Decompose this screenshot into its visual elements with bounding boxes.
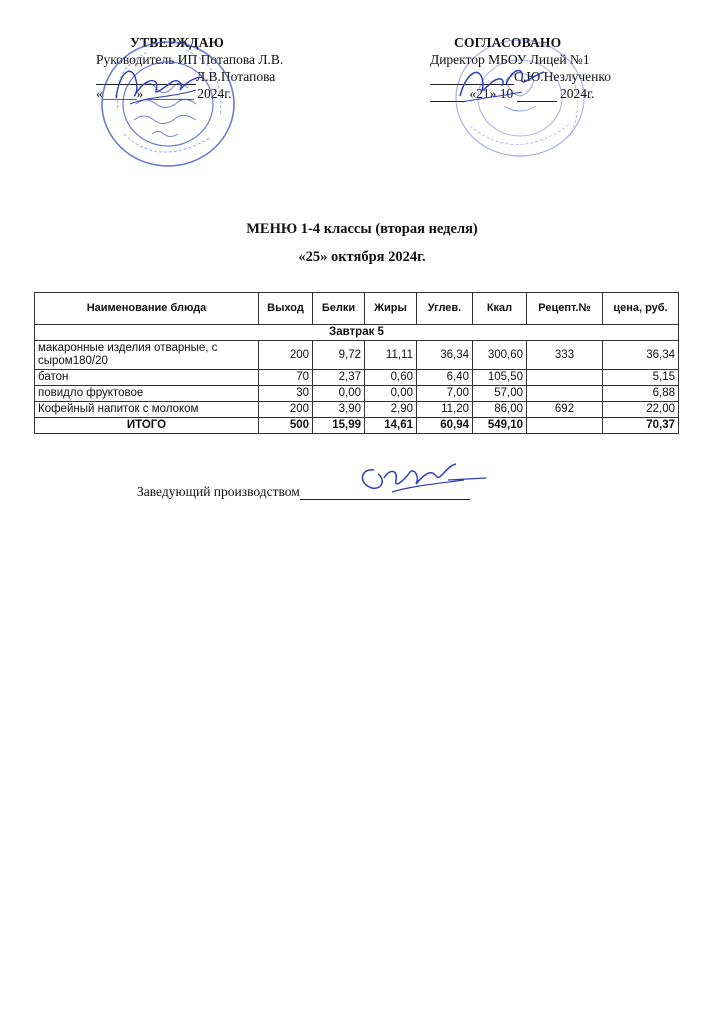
agreement-position: Директор МБОУ Лицей №1: [430, 52, 590, 67]
cell-carbs: 11,20: [417, 402, 473, 418]
col-header-kcal: Ккал: [473, 293, 527, 325]
approval-date-day: «_____»: [96, 86, 144, 101]
cell-yield: 200: [259, 341, 313, 370]
document-date: «25» октября 2024г.: [298, 249, 426, 265]
cell-carbs: 36,34: [417, 341, 473, 370]
col-header-fat: Жиры: [365, 293, 417, 325]
cell-recipe: [527, 386, 603, 402]
cell-recipe: [527, 370, 603, 386]
agreement-date-day: «21»: [469, 86, 497, 101]
table-row: [35, 386, 679, 402]
agreement-date-month: 10: [499, 86, 514, 101]
agreement-name: С.Ю.Незлученко: [514, 69, 611, 84]
cell-kcal: 300,60: [473, 341, 527, 370]
approval-date-month: _______: [146, 86, 194, 101]
col-header-protein: Белки: [313, 293, 365, 325]
agreement-signature-icon: [452, 56, 562, 106]
total-carbs: 60,94: [417, 418, 473, 434]
approval-date-year: 2024г.: [197, 86, 232, 101]
cell-kcal: 86,00: [473, 402, 527, 418]
approval-name: Л.В.Потапова: [196, 69, 276, 84]
cell-recipe: 692: [527, 402, 603, 418]
table-row: [35, 402, 679, 418]
cell-protein: 2,37: [313, 370, 365, 386]
cell-price: 22,00: [603, 402, 679, 418]
cell-fat: 0,60: [365, 370, 417, 386]
approval-title: УТВЕРЖДАЮ: [130, 35, 225, 50]
col-header-price: цена, руб.: [603, 293, 679, 325]
cell-carbs: 7,00: [417, 386, 473, 402]
cell-protein: 9,72: [313, 341, 365, 370]
total-recipe: [527, 418, 603, 434]
production-manager-signature-icon: [352, 458, 492, 502]
cell-kcal: 105,50: [473, 370, 527, 386]
cell-fat: 0,00: [365, 386, 417, 402]
cell-price: 36,34: [603, 341, 679, 370]
table-row: [35, 341, 679, 370]
total-yield: 500: [259, 418, 313, 434]
document-title: МЕНЮ 1-4 классы (вторая неделя): [246, 221, 478, 237]
cell-kcal: 57,00: [473, 386, 527, 402]
cell-yield: 200: [259, 402, 313, 418]
cell-fat: 11,11: [365, 341, 417, 370]
cell-yield: 30: [259, 386, 313, 402]
production-manager-label: Заведующий производством: [137, 484, 300, 499]
col-header-yield: Выход: [259, 293, 313, 325]
total-kcal: 549,10: [473, 418, 527, 434]
cell-fat: 2,90: [365, 402, 417, 418]
total-price: 70,37: [603, 418, 679, 434]
approval-position: Руководитель ИП Потапова Л.В.: [96, 52, 284, 67]
table-row: [35, 370, 679, 386]
cell-recipe: 333: [527, 341, 603, 370]
total-label: ИТОГО: [35, 418, 259, 434]
cell-yield: 70: [259, 370, 313, 386]
approval-signature-icon: [110, 60, 210, 110]
cell-carbs: 6,40: [417, 370, 473, 386]
menu-table: [34, 292, 679, 434]
dish-name: макаронные изделия отварные, с сыром180/20: [35, 341, 259, 370]
col-header-dish: Наименование блюда: [35, 293, 259, 325]
dish-name: повидло фруктовое: [35, 386, 259, 402]
col-header-carbs: Углев.: [417, 293, 473, 325]
cell-protein: 3,90: [313, 402, 365, 418]
cell-protein: 0,00: [313, 386, 365, 402]
col-header-recipe: Рецепт.№: [527, 293, 603, 325]
total-row: [35, 418, 679, 434]
total-fat: 14,61: [365, 418, 417, 434]
cell-price: 5,15: [603, 370, 679, 386]
agreement-date-year: 2024г.: [560, 86, 595, 101]
total-protein: 15,99: [313, 418, 365, 434]
dish-name: батон: [35, 370, 259, 386]
section-label: Завтрак 5: [35, 325, 679, 341]
dish-name: Кофейный напиток с молоком: [35, 402, 259, 418]
section-row: [35, 325, 679, 341]
cell-price: 6,88: [603, 386, 679, 402]
table-header-row: [35, 293, 679, 325]
agreement-title: СОГЛАСОВАНО: [454, 35, 562, 50]
